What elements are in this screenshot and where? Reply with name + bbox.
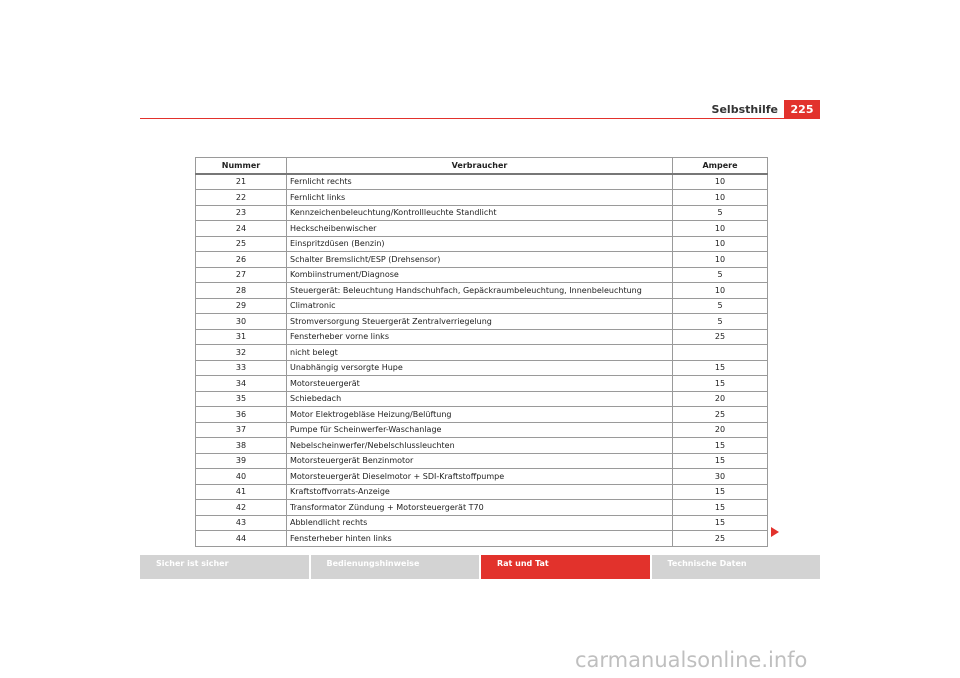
- fuse-number-cell: 37: [196, 422, 287, 438]
- ampere-cell: 25: [673, 407, 768, 423]
- table-row: [196, 174, 768, 190]
- fuse-number-cell: 36: [196, 407, 287, 423]
- table-row: [196, 484, 768, 500]
- ampere-cell: 5: [673, 267, 768, 283]
- fuse-number-cell: 41: [196, 484, 287, 500]
- fuse-number-cell: 22: [196, 190, 287, 206]
- fuse-number-cell: 42: [196, 500, 287, 516]
- footer-nav: [140, 555, 820, 579]
- consumer-cell: Kombiinstrument/Diagnose: [287, 267, 673, 283]
- fuse-table: [195, 157, 768, 547]
- consumer-cell: Nebelscheinwerfer/Nebelschlussleuchten: [287, 438, 673, 454]
- consumer-cell: Fensterheber hinten links: [287, 531, 673, 547]
- fuse-number-cell: 24: [196, 221, 287, 237]
- table-row: [196, 500, 768, 516]
- footer-tab-rat-und-tat[interactable]: Rat und Tat: [481, 555, 650, 579]
- consumer-cell: Stromversorgung Steuergerät Zentralverriegelung: [287, 314, 673, 330]
- table-row: [196, 422, 768, 438]
- consumer-cell: Heckscheibenwischer: [287, 221, 673, 237]
- fuse-number-cell: 26: [196, 252, 287, 268]
- ampere-cell: 15: [673, 376, 768, 392]
- consumer-cell: nicht belegt: [287, 345, 673, 361]
- table-row: [196, 360, 768, 376]
- consumer-cell: Motorsteuergerät: [287, 376, 673, 392]
- ampere-cell: 10: [673, 283, 768, 299]
- ampere-cell: 20: [673, 422, 768, 438]
- consumer-cell: Kennzeichenbeleuchtung/Kontrollleuchte Standlicht: [287, 205, 673, 221]
- ampere-cell: 15: [673, 438, 768, 454]
- ampere-cell: 5: [673, 205, 768, 221]
- ampere-cell: 15: [673, 500, 768, 516]
- table-row: [196, 391, 768, 407]
- fuse-number-cell: 30: [196, 314, 287, 330]
- ampere-cell: 10: [673, 221, 768, 237]
- consumer-cell: Fernlicht links: [287, 190, 673, 206]
- ampere-cell: 5: [673, 314, 768, 330]
- ampere-cell: 15: [673, 515, 768, 531]
- watermark: carmanualsonline.info: [575, 648, 808, 672]
- ampere-cell: 15: [673, 484, 768, 500]
- ampere-cell: 25: [673, 531, 768, 547]
- consumer-cell: Einspritzdüsen (Benzin): [287, 236, 673, 252]
- fuse-number-cell: 35: [196, 391, 287, 407]
- table-row: [196, 469, 768, 485]
- fuse-number-cell: 21: [196, 174, 287, 190]
- table-row: [196, 376, 768, 392]
- table-row: [196, 236, 768, 252]
- table-row: [196, 221, 768, 237]
- continue-arrow-icon: [771, 527, 779, 537]
- ampere-cell: 5: [673, 298, 768, 314]
- consumer-cell: Motor Elektrogebläse Heizung/Belüftung: [287, 407, 673, 423]
- fuse-number-cell: 33: [196, 360, 287, 376]
- ampere-cell: 10: [673, 252, 768, 268]
- table-header-row: [196, 158, 768, 174]
- consumer-cell: Pumpe für Scheinwerfer-Waschanlage: [287, 422, 673, 438]
- fuse-number-cell: 23: [196, 205, 287, 221]
- table-row: [196, 345, 768, 361]
- fuse-number-cell: 43: [196, 515, 287, 531]
- consumer-cell: Transformator Zündung + Motorsteuergerät T70: [287, 500, 673, 516]
- ampere-cell: 25: [673, 329, 768, 345]
- table-row: [196, 515, 768, 531]
- table-row: [196, 407, 768, 423]
- column-header-consumer: Verbraucher: [287, 158, 673, 174]
- footer-tab-bedienung[interactable]: Bedienungshinweise: [311, 555, 480, 579]
- table-row: [196, 190, 768, 206]
- ampere-cell: 15: [673, 453, 768, 469]
- fuse-number-cell: 31: [196, 329, 287, 345]
- fuse-number-cell: 25: [196, 236, 287, 252]
- fuse-number-cell: 28: [196, 283, 287, 299]
- table-row: [196, 267, 768, 283]
- ampere-cell: 10: [673, 236, 768, 252]
- consumer-cell: Climatronic: [287, 298, 673, 314]
- ampere-cell: [673, 345, 768, 361]
- table-row: [196, 438, 768, 454]
- fuse-number-cell: 29: [196, 298, 287, 314]
- table-row: [196, 298, 768, 314]
- header-divider: [140, 118, 820, 119]
- consumer-cell: Abblendlicht rechts: [287, 515, 673, 531]
- table-row: [196, 314, 768, 330]
- table-row: [196, 453, 768, 469]
- page-number: 225: [784, 100, 820, 119]
- table-row: [196, 205, 768, 221]
- fuse-number-cell: 27: [196, 267, 287, 283]
- footer-tab-sicher[interactable]: Sicher ist sicher: [140, 555, 309, 579]
- consumer-cell: Schiebedach: [287, 391, 673, 407]
- fuse-number-cell: 39: [196, 453, 287, 469]
- column-header-number: Nummer: [196, 158, 287, 174]
- page-title: Selbsthilfe: [711, 103, 778, 116]
- ampere-cell: 30: [673, 469, 768, 485]
- ampere-cell: 15: [673, 360, 768, 376]
- footer-tab-technische-daten[interactable]: Technische Daten: [652, 555, 821, 579]
- table-row: [196, 283, 768, 299]
- consumer-cell: Motorsteuergerät Benzinmotor: [287, 453, 673, 469]
- fuse-number-cell: 44: [196, 531, 287, 547]
- fuse-number-cell: 32: [196, 345, 287, 361]
- consumer-cell: Fensterheber vorne links: [287, 329, 673, 345]
- table-row: [196, 252, 768, 268]
- ampere-cell: 20: [673, 391, 768, 407]
- consumer-cell: Kraftstoffvorrats-Anzeige: [287, 484, 673, 500]
- ampere-cell: 10: [673, 190, 768, 206]
- fuse-number-cell: 38: [196, 438, 287, 454]
- table-row: [196, 329, 768, 345]
- consumer-cell: Motorsteuergerät Dieselmotor + SDI-Kraftstoffpumpe: [287, 469, 673, 485]
- table-row: [196, 531, 768, 547]
- fuse-number-cell: 40: [196, 469, 287, 485]
- column-header-ampere: Ampere: [673, 158, 768, 174]
- consumer-cell: Unabhängig versorgte Hupe: [287, 360, 673, 376]
- fuse-number-cell: 34: [196, 376, 287, 392]
- consumer-cell: Steuergerät: Beleuchtung Handschuhfach, Gepäckraumbeleuchtung, Innenbeleuchtung: [287, 283, 673, 299]
- ampere-cell: 10: [673, 174, 768, 190]
- consumer-cell: Schalter Bremslicht/ESP (Drehsensor): [287, 252, 673, 268]
- consumer-cell: Fernlicht rechts: [287, 174, 673, 190]
